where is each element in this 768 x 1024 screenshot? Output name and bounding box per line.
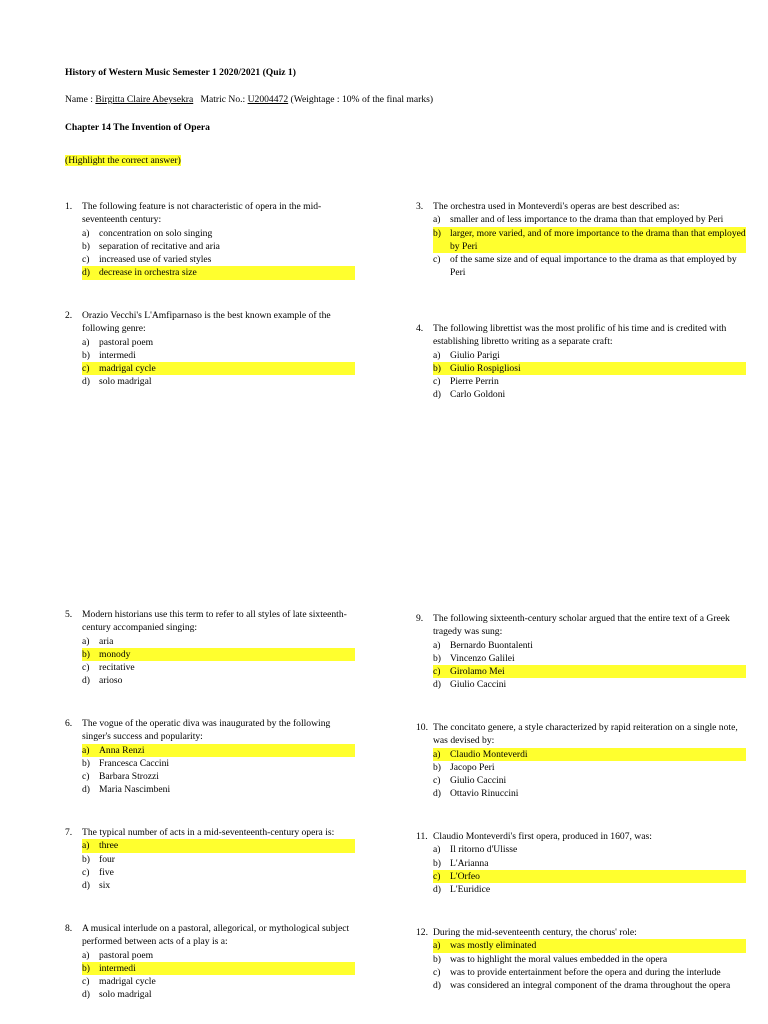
option-letter: c) xyxy=(433,870,450,883)
answer-option xyxy=(65,661,355,674)
option-text: concentration on solo singing xyxy=(99,227,213,239)
option-text: pastoral poem xyxy=(99,336,154,348)
question-9 xyxy=(416,612,746,692)
option-text: Bernardo Buontalenti xyxy=(450,639,533,651)
answer-options xyxy=(65,744,355,797)
question-number: 7. xyxy=(65,827,73,838)
weightage-note: (Weightage : 10% of the final marks) xyxy=(288,94,434,105)
question-number: 11. xyxy=(416,831,428,842)
question-stem-row xyxy=(65,200,355,227)
answer-option xyxy=(416,857,746,870)
option-text: Barbara Strozzi xyxy=(99,771,159,783)
question-stem-row xyxy=(416,926,746,939)
question-7 xyxy=(65,826,355,892)
question-number: 2. xyxy=(65,310,73,321)
answer-option xyxy=(416,665,746,678)
question-stem: A musical interlude on a pastoral, allegorical, or mythological subject performed between acts of a play is a: xyxy=(82,923,350,948)
option-letter: b) xyxy=(82,648,99,661)
question-8 xyxy=(65,922,355,1002)
option-text: Jacopo Peri xyxy=(450,761,495,773)
question-number: 4. xyxy=(416,323,424,334)
question-stem: During the mid-seventeenth century, the chorus' role: xyxy=(433,927,637,938)
question-1 xyxy=(65,200,355,280)
option-letter: d) xyxy=(433,389,441,401)
name-label: Name : xyxy=(65,94,96,105)
option-letter: b) xyxy=(433,227,450,254)
option-letter: b) xyxy=(433,362,450,375)
option-letter: c) xyxy=(82,662,90,674)
answer-option xyxy=(416,652,746,665)
option-letter: a) xyxy=(82,744,99,757)
question-number: 5. xyxy=(65,609,73,620)
question-stem: The following librettist was the most prolific of his time and is credited with establishing libretto writing as a separate craft: xyxy=(433,323,727,348)
highlighted-answer-text: larger, more varied, and of more importance to the drama than that employed by Peri xyxy=(450,227,746,252)
option-text: Ottavio Rinuccini xyxy=(450,788,519,800)
option-letter: b) xyxy=(433,761,441,773)
answer-option xyxy=(416,870,746,883)
answer-option xyxy=(416,787,746,800)
option-text: of the same size and of equal importance to the drama as that employed by Peri xyxy=(450,254,737,279)
option-text: Giulio Caccini xyxy=(450,679,507,691)
student-info-line xyxy=(65,93,433,106)
highlighted-answer-text: intermedi xyxy=(99,962,355,975)
question-stem-row xyxy=(416,322,746,349)
highlighted-answer-text: madrigal cycle xyxy=(99,362,355,375)
answer-options xyxy=(416,748,746,801)
question-stem: The vogue of the operatic diva was inaugurated by the following singer's success and popularity: xyxy=(82,718,331,743)
question-number: 12. xyxy=(416,927,428,938)
answer-option xyxy=(65,635,355,648)
question-stem-row xyxy=(65,922,355,949)
student-name: Birgitta Claire Abeysekra xyxy=(95,94,194,105)
option-letter: c) xyxy=(433,775,441,787)
matric-number: U2004472 xyxy=(247,94,289,105)
answer-option xyxy=(65,839,355,852)
option-letter: d) xyxy=(433,788,441,800)
option-letter: a) xyxy=(82,227,90,239)
highlighted-answer-text: Giulio Rospigliosi xyxy=(450,362,746,375)
option-letter: d) xyxy=(82,784,90,796)
option-text: intermedi xyxy=(99,349,136,361)
answer-option xyxy=(65,866,355,879)
option-letter: c) xyxy=(433,376,441,388)
option-letter: d) xyxy=(433,884,441,896)
option-letter: a) xyxy=(82,839,99,852)
highlighted-answer-text: Girolamo Mei xyxy=(450,665,746,678)
option-text: Pierre Perrin xyxy=(450,376,499,388)
question-5 xyxy=(65,608,355,688)
question-stem: The following sixteenth-century scholar argued that the entire text of a Greek tragedy was sung: xyxy=(433,613,730,638)
answer-options xyxy=(416,349,746,402)
answer-option xyxy=(65,674,355,687)
question-stem: Claudio Monteverdi's first opera, produced in 1607, was: xyxy=(433,831,652,842)
option-text: solo madrigal xyxy=(99,376,152,388)
option-letter: a) xyxy=(433,844,441,856)
answer-option xyxy=(416,678,746,691)
option-letter: d) xyxy=(82,880,90,892)
answer-option xyxy=(416,748,746,761)
option-letter: d) xyxy=(82,376,90,388)
answer-option xyxy=(65,962,355,975)
option-text: was to provide entertainment before the opera and during the interlude xyxy=(450,966,721,978)
answer-option xyxy=(65,253,355,266)
answer-option xyxy=(65,362,355,375)
option-text: pastoral poem xyxy=(99,949,154,961)
highlighted-answer-text: Anna Renzi xyxy=(99,744,355,757)
question-12 xyxy=(416,926,746,992)
answer-option xyxy=(416,774,746,787)
question-stem-row xyxy=(416,612,746,639)
question-stem-row xyxy=(65,608,355,635)
option-text: separation of recitative and aria xyxy=(99,240,220,252)
answer-option xyxy=(65,336,355,349)
option-text: aria xyxy=(99,635,114,647)
option-letter: c) xyxy=(82,976,90,988)
option-letter: c) xyxy=(82,771,90,783)
answer-option xyxy=(65,853,355,866)
option-text: recitative xyxy=(99,662,135,674)
answer-option xyxy=(65,770,355,783)
question-stem-row xyxy=(65,309,355,336)
option-text: was considered an integral component of the drama throughout the opera xyxy=(450,980,731,992)
option-text: L'Arianna xyxy=(450,857,489,869)
question-stem: The orchestra used in Monteverdi's operas are best described as: xyxy=(433,201,680,212)
question-6 xyxy=(65,717,355,797)
option-letter: b) xyxy=(433,857,441,869)
option-text: six xyxy=(99,880,111,892)
option-letter: b) xyxy=(82,853,90,865)
question-stem-row xyxy=(65,717,355,744)
answer-options xyxy=(65,949,355,1002)
option-text: madrigal cycle xyxy=(99,976,156,988)
answer-option xyxy=(416,375,746,388)
answer-options xyxy=(65,227,355,280)
option-text: four xyxy=(99,853,115,865)
option-letter: a) xyxy=(82,949,90,961)
answer-option xyxy=(65,227,355,240)
option-letter: a) xyxy=(82,336,90,348)
answer-option xyxy=(65,240,355,253)
highlighted-answer-text: decrease in orchestra size xyxy=(99,266,355,279)
option-letter: d) xyxy=(82,989,90,1001)
answer-option xyxy=(416,227,746,254)
option-letter: b) xyxy=(433,652,441,664)
answer-options xyxy=(416,843,746,896)
option-text: Giulio Caccini xyxy=(450,775,507,787)
answer-option xyxy=(65,375,355,388)
answer-option xyxy=(416,883,746,896)
chapter-heading: Chapter 14 The Invention of Opera xyxy=(65,122,210,133)
option-text: smaller and of less importance to the drama than that employed by Peri xyxy=(450,214,724,226)
option-letter: d) xyxy=(82,675,90,687)
question-number: 8. xyxy=(65,923,73,934)
option-text: L'Euridice xyxy=(450,884,491,896)
question-4 xyxy=(416,322,746,402)
answer-option xyxy=(65,648,355,661)
answer-option xyxy=(65,744,355,757)
answer-option xyxy=(65,879,355,892)
option-letter: d) xyxy=(433,679,441,691)
answer-option xyxy=(416,966,746,979)
question-stem: The typical number of acts in a mid-seventeenth-century opera is: xyxy=(82,827,335,838)
option-letter: c) xyxy=(82,866,90,878)
option-text: Francesca Caccini xyxy=(99,757,170,769)
option-letter: c) xyxy=(433,254,441,266)
answer-options xyxy=(65,635,355,688)
option-letter: a) xyxy=(433,639,441,651)
answer-options xyxy=(416,639,746,692)
question-number: 10. xyxy=(416,722,428,733)
option-letter: c) xyxy=(433,665,450,678)
question-stem-row xyxy=(416,200,746,213)
answer-option xyxy=(416,939,746,952)
answer-option xyxy=(65,757,355,770)
highlighted-answer-text: monody xyxy=(99,648,355,661)
answer-option xyxy=(416,979,746,992)
option-text: Il ritorno d'Ulisse xyxy=(450,844,518,856)
option-text: Giulio Parigi xyxy=(450,349,500,361)
highlighted-answer-text: three xyxy=(99,839,355,852)
question-2 xyxy=(65,309,355,389)
option-letter: b) xyxy=(82,349,90,361)
highlighted-answer-text: Claudio Monteverdi xyxy=(450,748,746,761)
question-3 xyxy=(416,200,746,280)
option-text: arioso xyxy=(99,675,123,687)
question-number: 3. xyxy=(416,201,424,212)
option-letter: a) xyxy=(433,748,450,761)
option-letter: c) xyxy=(433,966,441,978)
option-letter: d) xyxy=(82,266,99,279)
option-letter: b) xyxy=(433,953,441,965)
answer-option xyxy=(416,639,746,652)
answer-option xyxy=(416,843,746,856)
question-number: 9. xyxy=(416,613,424,624)
matric-label: Matric No.: xyxy=(193,94,248,105)
question-stem: The following feature is not characteristic of opera in the mid-seventeenth century: xyxy=(82,201,322,226)
answer-options xyxy=(416,213,746,279)
answer-option xyxy=(65,349,355,362)
option-letter: a) xyxy=(433,939,450,952)
question-11 xyxy=(416,830,746,896)
option-letter: a) xyxy=(433,349,441,361)
instruction-text: (Highlight the correct answer) xyxy=(65,155,181,166)
highlighted-answer-text: L'Orfeo xyxy=(450,870,746,883)
answer-option xyxy=(416,349,746,362)
question-stem: Orazio Vecchi's L'Amfiparnaso is the best known example of the following genre: xyxy=(82,310,331,335)
question-stem-row xyxy=(65,826,355,839)
option-letter: b) xyxy=(82,757,90,769)
question-stem: The concitato genere, a style characterized by rapid reiteration on a single note, was devised by: xyxy=(433,722,738,747)
option-text: Carlo Goldoni xyxy=(450,389,506,401)
answer-options xyxy=(416,939,746,992)
question-number: 6. xyxy=(65,718,73,729)
option-text: was to highlight the moral values embedded in the opera xyxy=(450,953,668,965)
answer-option xyxy=(416,953,746,966)
answer-option xyxy=(65,783,355,796)
answer-options xyxy=(65,839,355,892)
option-text: Maria Nascimbeni xyxy=(99,784,171,796)
answer-option xyxy=(416,761,746,774)
question-number: 1. xyxy=(65,201,73,212)
question-10 xyxy=(416,721,746,801)
option-letter: c) xyxy=(82,362,99,375)
option-text: solo madrigal xyxy=(99,989,152,1001)
answer-option xyxy=(65,949,355,962)
question-stem: Modern historians use this term to refer to all styles of late sixteenth-century accompanied singing: xyxy=(82,609,347,634)
instruction xyxy=(65,154,181,167)
answer-options xyxy=(65,336,355,389)
answer-option xyxy=(65,975,355,988)
answer-option xyxy=(416,213,746,226)
answer-option xyxy=(416,253,746,280)
option-letter: b) xyxy=(82,962,99,975)
option-letter: b) xyxy=(82,240,90,252)
option-letter: a) xyxy=(82,635,90,647)
option-text: five xyxy=(99,866,114,878)
option-letter: c) xyxy=(82,254,90,266)
answer-option xyxy=(416,388,746,401)
answer-option xyxy=(65,988,355,1001)
option-letter: d) xyxy=(433,980,441,992)
question-stem-row xyxy=(416,830,746,843)
highlighted-answer-text: was mostly eliminated xyxy=(450,939,746,952)
answer-option xyxy=(416,362,746,375)
question-stem-row xyxy=(416,721,746,748)
answer-option xyxy=(65,266,355,279)
option-letter: a) xyxy=(433,214,441,226)
option-text: increased use of varied styles xyxy=(99,254,212,266)
option-text: Vincenzo Galilei xyxy=(450,652,515,664)
quiz-title: History of Western Music Semester 1 2020/2021 (Quiz 1) xyxy=(65,67,296,78)
